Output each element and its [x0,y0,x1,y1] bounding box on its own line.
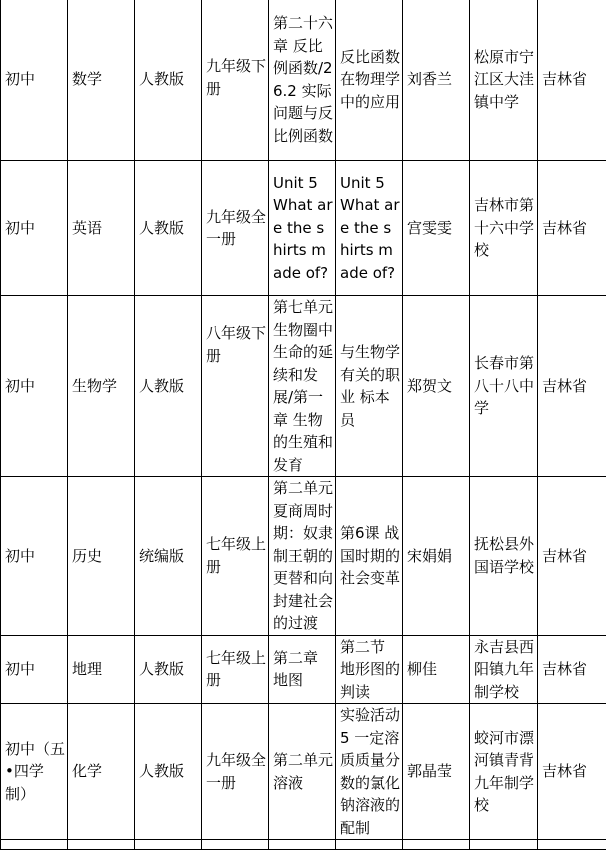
level-cell: 初中 [1,0,68,161]
teacher-cell: 柳佳 [403,635,470,704]
publisher-cell: 统编版 [135,477,202,636]
grade-cell: 九年级全一册 [202,161,269,296]
province-cell: 吉林省 [538,161,606,296]
school-cell: 永吉县西阳镇九年制学校 [470,635,538,704]
subject-cell: 生物学 [68,296,135,477]
grade-cell: 八年级下册 [202,296,269,477]
level-cell: 初中 [1,161,68,296]
province-cell: 吉林省 [538,704,606,840]
table-row [1,0,606,161]
grade-cell: 九年级下册 [202,0,269,161]
school-cell: 吉林市第十六中学校 [470,161,538,296]
subject-cell: 化学 [68,704,135,840]
table-row [1,840,606,850]
lesson-cell: 第二节 地形图的判读 [336,635,403,704]
level-cell: 初中 [1,296,68,477]
teacher-cell: 郑贺文 [403,296,470,477]
table-row [1,161,606,296]
unit-cell: 第七单元 生物圈中生命的延续和发展/第一章 生物的生殖和发育 [269,296,336,477]
table-row [1,635,606,704]
publisher-cell: 人教版 [135,296,202,477]
subject-cell: 历史 [68,477,135,636]
unit-cell: 第二章 地图 [269,635,336,704]
publisher-cell: 人教版 [135,704,202,840]
teacher-cell: 宋娟娟 [403,477,470,636]
teacher-cell: 郭晶莹 [403,704,470,840]
school-cell: 松原市宁江区大洼镇中学 [470,0,538,161]
lesson-cell: 与生物学有关的职业 标本员 [336,296,403,477]
lesson-cell: 第6课 战国时期的社会变革 [336,477,403,636]
grade-cell: 九年级全一册 [202,704,269,840]
table-row [1,477,606,636]
subject-cell: 英语 [68,161,135,296]
unit-cell: Unit 5 What are the shirts made of? [269,161,336,296]
province-cell: 吉林省 [538,477,606,636]
table-row [1,704,606,840]
publisher-cell: 人教版 [135,635,202,704]
school-cell: 抚松县外国语学校 [470,477,538,636]
teacher-cell: 刘香兰 [403,0,470,161]
lesson-cell: 实验活动5 一定溶质质量分数的氯化钠溶液的配制 [336,704,403,840]
school-cell: 蛟河市漂河镇青背九年制学校 [470,704,538,840]
lesson-cell: 反比函数在物理学中的应用 [336,0,403,161]
province-cell: 吉林省 [538,635,606,704]
unit-cell: 第二单元 溶液 [269,704,336,840]
level-cell: 初中 [1,477,68,636]
table-row [1,296,606,477]
province-cell: 吉林省 [538,296,606,477]
unit-cell: 第二十六章 反比例函数/26.2 实际问题与反比例函数 [269,0,336,161]
teacher-cell: 宫雯雯 [403,161,470,296]
unit-cell: 第二单元 夏商周时期：奴隶制王朝的更替和向封建社会的过渡 [269,477,336,636]
grade-cell: 七年级上册 [202,635,269,704]
grade-cell: 七年级上册 [202,477,269,636]
subject-cell: 地理 [68,635,135,704]
level-cell: 初中 [1,635,68,704]
lesson-cell: Unit 5 What are the shirts made of? [336,161,403,296]
subject-cell: 数学 [68,0,135,161]
province-cell: 吉林省 [538,0,606,161]
level-cell: 初中（五•四学制） [1,704,68,840]
school-cell: 长春市第八十八中学 [470,296,538,477]
publisher-cell: 人教版 [135,0,202,161]
publisher-cell: 人教版 [135,161,202,296]
